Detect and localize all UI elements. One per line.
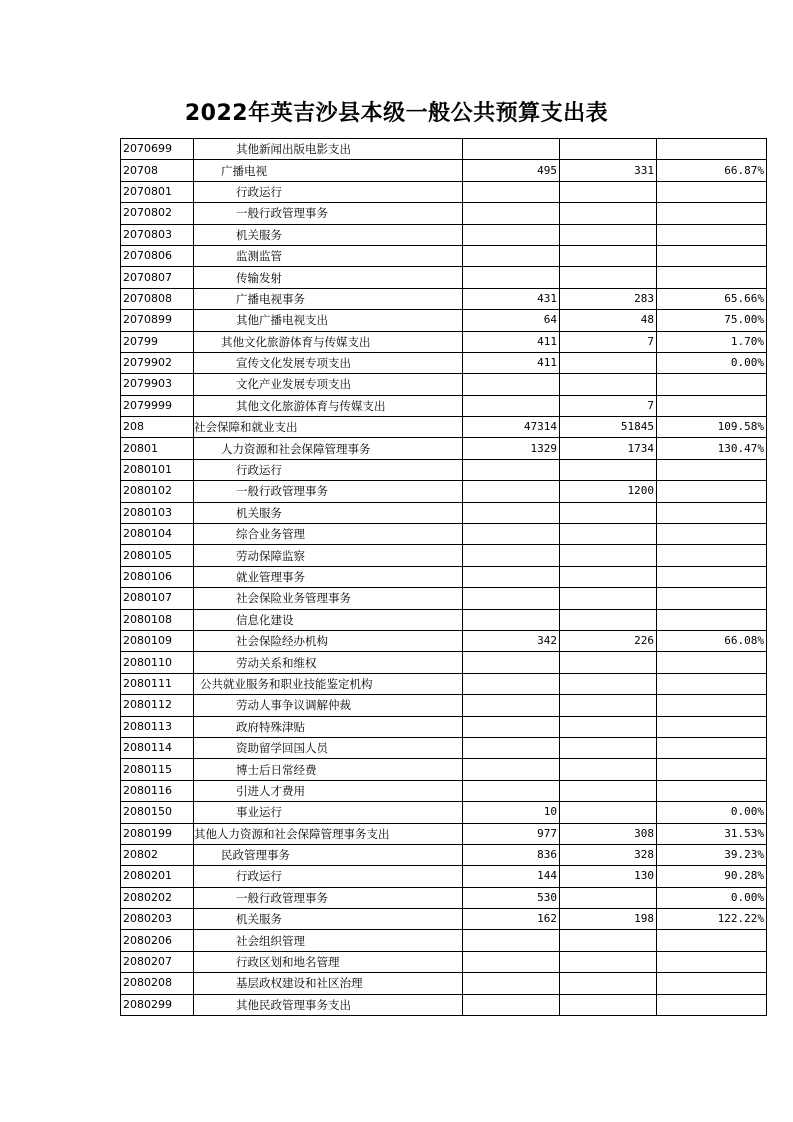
item-name-cell: 社会保障和就业支出 (194, 417, 463, 438)
account-code-cell: 2080107 (121, 588, 194, 609)
account-code-cell: 2079902 (121, 352, 194, 373)
percentage-cell (657, 459, 767, 480)
budget-amount-cell: 977 (463, 823, 560, 844)
item-name-cell: 机关服务 (194, 909, 463, 930)
actual-amount-cell (560, 780, 657, 801)
actual-amount-cell (560, 802, 657, 823)
table-row (121, 267, 767, 288)
item-name-cell: 机关服务 (194, 502, 463, 523)
account-code-cell: 2080114 (121, 737, 194, 758)
percentage-cell (657, 930, 767, 951)
percentage-cell (657, 759, 767, 780)
actual-amount-cell (560, 352, 657, 373)
percentage-cell: 66.87% (657, 160, 767, 181)
actual-amount-cell: 7 (560, 331, 657, 352)
actual-amount-cell (560, 181, 657, 202)
actual-amount-cell (560, 566, 657, 587)
percentage-cell: 31.53% (657, 823, 767, 844)
budget-amount-cell (463, 459, 560, 480)
percentage-cell (657, 566, 767, 587)
actual-amount-cell: 308 (560, 823, 657, 844)
actual-amount-cell (560, 716, 657, 737)
percentage-cell (657, 524, 767, 545)
table-row (121, 802, 767, 823)
table-row (121, 609, 767, 630)
item-name-cell: 文化产业发展专项支出 (194, 374, 463, 395)
item-name-cell: 综合业务管理 (194, 524, 463, 545)
percentage-cell: 0.00% (657, 887, 767, 908)
account-code-cell: 2080108 (121, 609, 194, 630)
table-row (121, 139, 767, 160)
actual-amount-cell (560, 374, 657, 395)
table-row (121, 716, 767, 737)
account-code-cell: 2070803 (121, 224, 194, 245)
item-name-cell: 一般行政管理事务 (194, 887, 463, 908)
item-name-cell: 一般行政管理事务 (194, 203, 463, 224)
item-name-cell: 公共就业服务和职业技能鉴定机构 (194, 673, 463, 694)
percentage-cell: 39.23% (657, 844, 767, 865)
percentage-cell (657, 716, 767, 737)
item-name-cell: 机关服务 (194, 224, 463, 245)
account-code-cell: 20799 (121, 331, 194, 352)
percentage-cell (657, 267, 767, 288)
table-row (121, 160, 767, 181)
budget-amount-cell (463, 951, 560, 972)
actual-amount-cell (560, 139, 657, 160)
account-code-cell: 2080116 (121, 780, 194, 801)
table-row (121, 973, 767, 994)
budget-amount-cell: 47314 (463, 417, 560, 438)
account-code-cell: 2070899 (121, 310, 194, 331)
item-name-cell: 就业管理事务 (194, 566, 463, 587)
item-name-cell: 宣传文化发展专项支出 (194, 352, 463, 373)
table-row (121, 459, 767, 480)
table-row (121, 502, 767, 523)
budget-amount-cell (463, 780, 560, 801)
actual-amount-cell: 331 (560, 160, 657, 181)
actual-amount-cell (560, 673, 657, 694)
account-code-cell: 2070699 (121, 139, 194, 160)
item-name-cell: 行政运行 (194, 459, 463, 480)
table-row (121, 887, 767, 908)
budget-amount-cell (463, 609, 560, 630)
account-code-cell: 2080206 (121, 930, 194, 951)
account-code-cell: 2080104 (121, 524, 194, 545)
table-row (121, 417, 767, 438)
percentage-cell (657, 203, 767, 224)
table-row (121, 994, 767, 1015)
percentage-cell: 0.00% (657, 352, 767, 373)
budget-amount-cell (463, 545, 560, 566)
account-code-cell: 2080201 (121, 866, 194, 887)
budget-amount-cell (463, 652, 560, 673)
percentage-cell (657, 395, 767, 416)
item-name-cell: 社会组织管理 (194, 930, 463, 951)
actual-amount-cell (560, 973, 657, 994)
budget-amount-cell (463, 673, 560, 694)
table-row (121, 866, 767, 887)
percentage-cell: 0.00% (657, 802, 767, 823)
budget-amount-cell (463, 695, 560, 716)
actual-amount-cell: 7 (560, 395, 657, 416)
table-row (121, 224, 767, 245)
item-name-cell: 一般行政管理事务 (194, 481, 463, 502)
actual-amount-cell: 198 (560, 909, 657, 930)
item-name-cell: 行政运行 (194, 181, 463, 202)
budget-amount-cell (463, 481, 560, 502)
percentage-cell (657, 139, 767, 160)
item-name-cell: 社会保险业务管理事务 (194, 588, 463, 609)
actual-amount-cell (560, 267, 657, 288)
table-row (121, 245, 767, 266)
item-name-cell: 其他民政管理事务支出 (194, 994, 463, 1015)
percentage-cell: 75.00% (657, 310, 767, 331)
table-row (121, 374, 767, 395)
item-name-cell: 广播电视 (194, 160, 463, 181)
budget-amount-cell (463, 716, 560, 737)
table-row (121, 630, 767, 651)
actual-amount-cell: 283 (560, 288, 657, 309)
account-code-cell: 2080112 (121, 695, 194, 716)
percentage-cell (657, 374, 767, 395)
budget-amount-cell (463, 245, 560, 266)
budget-amount-cell (463, 566, 560, 587)
item-name-cell: 监测监管 (194, 245, 463, 266)
item-name-cell: 信息化建设 (194, 609, 463, 630)
actual-amount-cell (560, 652, 657, 673)
account-code-cell: 2070801 (121, 181, 194, 202)
actual-amount-cell (560, 759, 657, 780)
percentage-cell: 66.08% (657, 630, 767, 651)
table-row (121, 588, 767, 609)
table-row (121, 203, 767, 224)
budget-amount-cell (463, 395, 560, 416)
budget-amount-cell (463, 524, 560, 545)
table-row (121, 331, 767, 352)
account-code-cell: 2080103 (121, 502, 194, 523)
actual-amount-cell (560, 459, 657, 480)
percentage-cell (657, 737, 767, 758)
percentage-cell (657, 245, 767, 266)
budget-amount-cell (463, 973, 560, 994)
item-name-cell: 社会保险经办机构 (194, 630, 463, 651)
percentage-cell (657, 973, 767, 994)
item-name-cell: 人力资源和社会保障管理事务 (194, 438, 463, 459)
account-code-cell: 20801 (121, 438, 194, 459)
table-row (121, 545, 767, 566)
table-row (121, 481, 767, 502)
actual-amount-cell (560, 737, 657, 758)
percentage-cell (657, 224, 767, 245)
table-row (121, 780, 767, 801)
actual-amount-cell: 328 (560, 844, 657, 865)
account-code-cell: 2080299 (121, 994, 194, 1015)
table-row (121, 909, 767, 930)
budget-amount-cell (463, 737, 560, 758)
budget-amount-cell: 1329 (463, 438, 560, 459)
actual-amount-cell (560, 588, 657, 609)
actual-amount-cell (560, 994, 657, 1015)
budget-amount-cell (463, 139, 560, 160)
actual-amount-cell: 48 (560, 310, 657, 331)
actual-amount-cell (560, 524, 657, 545)
item-name-cell: 劳动保障监察 (194, 545, 463, 566)
account-code-cell: 2080208 (121, 973, 194, 994)
item-name-cell: 传输发射 (194, 267, 463, 288)
percentage-cell (657, 652, 767, 673)
percentage-cell (657, 994, 767, 1015)
budget-amount-cell (463, 203, 560, 224)
actual-amount-cell: 226 (560, 630, 657, 651)
budget-amount-cell (463, 588, 560, 609)
actual-amount-cell (560, 887, 657, 908)
budget-amount-cell (463, 224, 560, 245)
table-row (121, 737, 767, 758)
item-name-cell: 资助留学回国人员 (194, 737, 463, 758)
account-code-cell: 2079903 (121, 374, 194, 395)
table-row (121, 951, 767, 972)
actual-amount-cell (560, 224, 657, 245)
table-row (121, 310, 767, 331)
budget-amount-cell: 495 (463, 160, 560, 181)
percentage-cell: 130.47% (657, 438, 767, 459)
percentage-cell: 109.58% (657, 417, 767, 438)
actual-amount-cell: 130 (560, 866, 657, 887)
budget-amount-cell: 836 (463, 844, 560, 865)
account-code-cell: 2070802 (121, 203, 194, 224)
percentage-cell: 90.28% (657, 866, 767, 887)
actual-amount-cell (560, 545, 657, 566)
account-code-cell: 2080199 (121, 823, 194, 844)
percentage-cell (657, 673, 767, 694)
account-code-cell: 20708 (121, 160, 194, 181)
percentage-cell (657, 780, 767, 801)
item-name-cell: 其他文化旅游体育与传媒支出 (194, 395, 463, 416)
budget-amount-cell (463, 267, 560, 288)
table-row (121, 759, 767, 780)
budget-amount-cell (463, 502, 560, 523)
item-name-cell: 广播电视事务 (194, 288, 463, 309)
table-row (121, 395, 767, 416)
budget-amount-cell (463, 374, 560, 395)
item-name-cell: 民政管理事务 (194, 844, 463, 865)
percentage-cell (657, 951, 767, 972)
item-name-cell: 事业运行 (194, 802, 463, 823)
table-row (121, 352, 767, 373)
budget-amount-cell (463, 930, 560, 951)
percentage-cell (657, 609, 767, 630)
table-row (121, 288, 767, 309)
percentage-cell: 122.22% (657, 909, 767, 930)
actual-amount-cell (560, 245, 657, 266)
account-code-cell: 2080101 (121, 459, 194, 480)
percentage-cell (657, 181, 767, 202)
account-code-cell: 2080203 (121, 909, 194, 930)
budget-table-body (121, 139, 767, 1016)
actual-amount-cell: 51845 (560, 417, 657, 438)
account-code-cell: 2080207 (121, 951, 194, 972)
account-code-cell: 20802 (121, 844, 194, 865)
actual-amount-cell (560, 203, 657, 224)
budget-amount-cell: 530 (463, 887, 560, 908)
table-row (121, 930, 767, 951)
account-code-cell: 2080102 (121, 481, 194, 502)
budget-amount-cell (463, 994, 560, 1015)
account-code-cell: 2080111 (121, 673, 194, 694)
item-name-cell: 博士后日常经费 (194, 759, 463, 780)
item-name-cell: 引进人才费用 (194, 780, 463, 801)
table-row (121, 695, 767, 716)
actual-amount-cell (560, 502, 657, 523)
percentage-cell (657, 545, 767, 566)
account-code-cell: 2080115 (121, 759, 194, 780)
budget-amount-cell: 64 (463, 310, 560, 331)
actual-amount-cell (560, 609, 657, 630)
percentage-cell (657, 588, 767, 609)
percentage-cell (657, 481, 767, 502)
account-code-cell: 2080150 (121, 802, 194, 823)
table-row (121, 652, 767, 673)
actual-amount-cell: 1734 (560, 438, 657, 459)
item-name-cell: 其他广播电视支出 (194, 310, 463, 331)
budget-amount-cell (463, 759, 560, 780)
account-code-cell: 2070806 (121, 245, 194, 266)
account-code-cell: 2080202 (121, 887, 194, 908)
table-row (121, 844, 767, 865)
budget-amount-cell: 342 (463, 630, 560, 651)
budget-amount-cell: 162 (463, 909, 560, 930)
item-name-cell: 劳动关系和维权 (194, 652, 463, 673)
table-row (121, 524, 767, 545)
actual-amount-cell (560, 930, 657, 951)
item-name-cell: 行政运行 (194, 866, 463, 887)
item-name-cell: 其他人力资源和社会保障管理事务支出 (194, 823, 463, 844)
item-name-cell: 其他文化旅游体育与传媒支出 (194, 331, 463, 352)
account-code-cell: 2080105 (121, 545, 194, 566)
budget-amount-cell: 431 (463, 288, 560, 309)
budget-amount-cell (463, 181, 560, 202)
percentage-cell: 1.70% (657, 331, 767, 352)
item-name-cell: 基层政权建设和社区治理 (194, 973, 463, 994)
budget-amount-cell: 10 (463, 802, 560, 823)
table-row (121, 566, 767, 587)
account-code-cell: 2080109 (121, 630, 194, 651)
percentage-cell: 65.66% (657, 288, 767, 309)
budget-table (120, 138, 767, 1016)
account-code-cell: 2080106 (121, 566, 194, 587)
table-row (121, 673, 767, 694)
actual-amount-cell: 1200 (560, 481, 657, 502)
account-code-cell: 2080113 (121, 716, 194, 737)
account-code-cell: 208 (121, 417, 194, 438)
item-name-cell: 行政区划和地名管理 (194, 951, 463, 972)
budget-amount-cell: 411 (463, 352, 560, 373)
table-row (121, 438, 767, 459)
account-code-cell: 2070807 (121, 267, 194, 288)
table-row (121, 823, 767, 844)
percentage-cell (657, 502, 767, 523)
account-code-cell: 2070808 (121, 288, 194, 309)
item-name-cell: 劳动人事争议调解仲裁 (194, 695, 463, 716)
account-code-cell: 2080110 (121, 652, 194, 673)
budget-amount-cell: 144 (463, 866, 560, 887)
actual-amount-cell (560, 951, 657, 972)
item-name-cell: 其他新闻出版电影支出 (194, 139, 463, 160)
page-title: 2022年英吉沙县本级一般公共预算支出表 (184, 101, 609, 126)
actual-amount-cell (560, 695, 657, 716)
table-row (121, 181, 767, 202)
budget-amount-cell: 411 (463, 331, 560, 352)
item-name-cell: 政府特殊津贴 (194, 716, 463, 737)
account-code-cell: 2079999 (121, 395, 194, 416)
percentage-cell (657, 695, 767, 716)
